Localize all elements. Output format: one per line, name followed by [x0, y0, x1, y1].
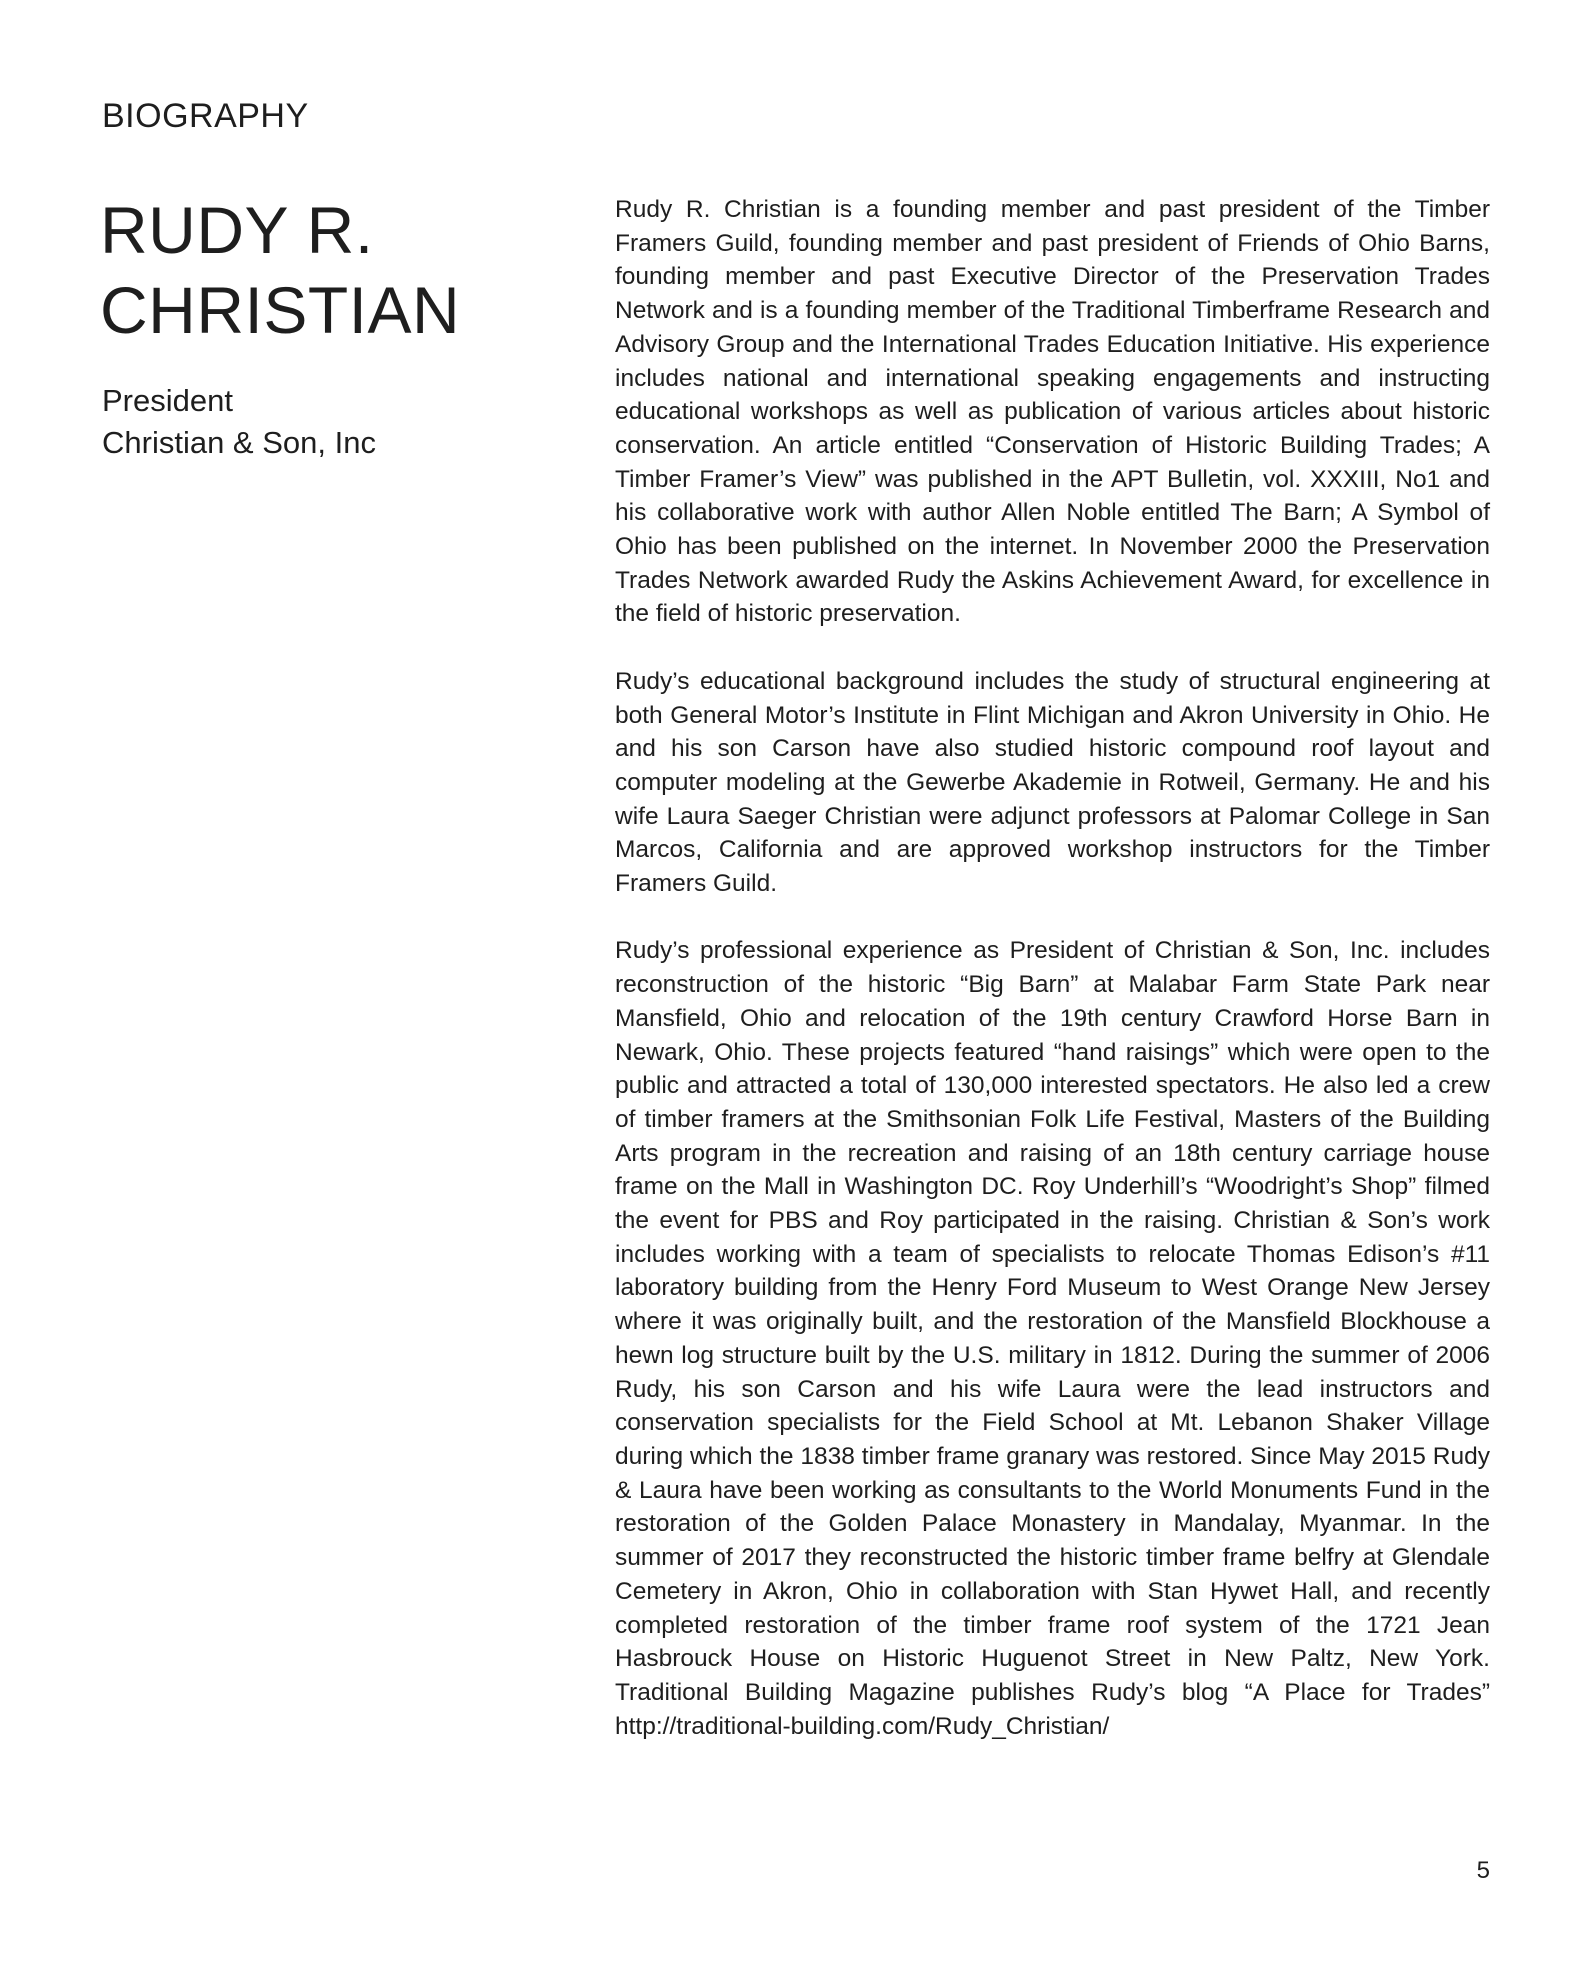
role-title: President: [102, 383, 233, 418]
page-number: 5: [1476, 1857, 1490, 1884]
person-name-line-2: CHRISTIAN: [100, 273, 461, 347]
person-name-line-1: RUDY R.: [100, 193, 374, 267]
biography-text: [615, 193, 1490, 1777]
person-role: [102, 380, 376, 464]
person-name: [100, 190, 520, 350]
bio-paragraph-1: Rudy R. Christian is a founding member and past president of the Timber Framers Guild, founding member and past president of Friends of Ohio Barns, founding member and past Executive Director of the Preservation Trades Network and is a founding member of the Traditional Timberframe Research and Advisory Group and the International Trades Education Initiative. His experience includes national and international speaking engagements and instructing educational workshops as well as publication of various articles about historic conservation. An article entitled “Conservation of Historic Building Trades; A Timber Framer’s View” was published in the APT Bulletin, vol. XXXIII, No1 and his collaborative work with author Allen Noble entitled The Barn; A Symbol of Ohio has been published on the internet. In November 2000 the Preservation Trades Network awarded Rudy the Askins Achievement Award, for excellence in the field of historic preservation.: [615, 196, 1490, 628]
bio-paragraph-2: Rudy’s educational background includes the study of structural engineering at both General Motor’s Institute in Flint Michigan and Akron University in Ohio. He and his son Carson have also studied historic compound roof layout and computer modeling at the Gewerbe Akademie in Rotweil, Germany. He and his wife Laura Saeger Christian were adjunct professors at Palomar College in San Marcos, California and are approved workshop instructors for the Timber Framers Guild.: [615, 667, 1490, 898]
bio-paragraph-3: Rudy’s professional experience as President of Christian & Son, Inc. includes reconstruction of the historic “Big Barn” at Malabar Farm State Park near Mansfield, Ohio and relocation of the 19th century Crawford Horse Barn in Newark, Ohio. These projects featured “hand raisings” which were open to the public and attracted a total of 130,000 interested spectators. He also led a crew of timber framers at the Smithsonian Folk Life Festival, Masters of the Building Arts program in the recreation and raising of an 18th century carriage house frame on the Mall in Washington DC. Roy Underhill’s “Woodright’s Shop” filmed the event for PBS and Roy participated in the raising. Christian & Son’s work includes working with a team of specialists to relocate Thomas Edison’s #11 laboratory building from the Henry Ford Museum to West Orange New Jersey where it was originally built, and the restoration of the Mansfield Blockhouse a hewn log structure built by the U.S. military in 1812. During the summer of 2006 Rudy, his son Carson and his wife Laura were the lead instructors and conservation specialists for the Field School at Mt. Lebanon Shaker Village during which the 1838 timber frame granary was restored. Since May 2015 Rudy & Laura have been working as consultants to the World Monuments Fund in the restoration of the Golden Palace Monastery in Mandalay, Myanmar. In the summer of 2017 they reconstructed the historic timber frame belfry at Glendale Cemetery in Akron, Ohio in collaboration with Stan Hywet Hall, and recently completed restoration of the timber frame roof system of the 1721 Jean Hasbrouck House on Historic Huguenot Street in New Paltz, New York. Traditional Building Magazine publishes Rudy’s blog “A Place for Trades” http://traditional-building.com/Rudy_Christian/: [615, 937, 1490, 1740]
role-company: Christian & Son, Inc: [102, 425, 376, 460]
section-label: BIOGRAPHY: [102, 97, 309, 135]
